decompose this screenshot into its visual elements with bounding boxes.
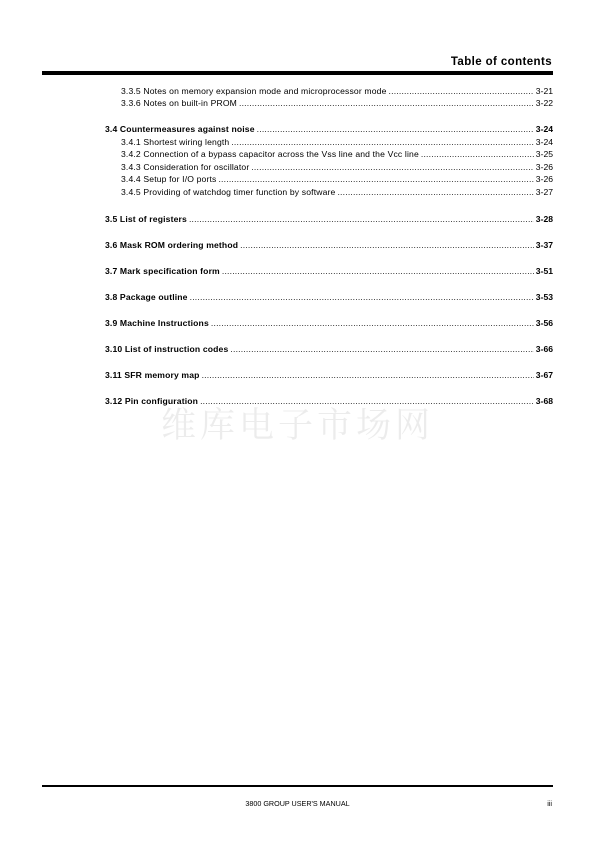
toc-entry-page: 3-24 xyxy=(535,124,553,134)
toc-entry-3-4-4[interactable] xyxy=(121,174,553,185)
toc-entry-page: 3-66 xyxy=(535,344,553,354)
dot-leader xyxy=(337,187,533,198)
toc-entry-3-5[interactable] xyxy=(105,214,553,225)
dot-leader xyxy=(211,318,534,329)
toc-entry-3-8[interactable] xyxy=(105,292,553,303)
dot-leader xyxy=(389,86,534,97)
dot-leader xyxy=(202,370,534,381)
footer-rule xyxy=(42,785,553,787)
footer-page-number: iii xyxy=(547,799,552,808)
toc-entry-3-7[interactable] xyxy=(105,266,553,277)
toc-entry-title: 3.4.5 Providing of watchdog timer function by software xyxy=(121,187,336,197)
toc-entry-page: 3-68 xyxy=(535,396,553,406)
toc-entry-page: 3-24 xyxy=(535,137,553,147)
toc-entry-3-10[interactable] xyxy=(105,344,553,355)
toc-entry-title: 3.9 Machine Instructions xyxy=(105,318,209,328)
toc-entry-page: 3-25 xyxy=(535,149,553,159)
toc-entry-page: 3-28 xyxy=(535,214,553,224)
toc-entry-title: 3.12 Pin configuration xyxy=(105,396,199,406)
toc-entry-title: 3.3.5 Notes on memory expansion mode and microprocessor mode xyxy=(121,86,387,96)
dot-leader xyxy=(257,124,534,135)
toc-entry-title: 3.4.3 Consideration for oscillator xyxy=(121,162,250,172)
dot-leader xyxy=(189,214,534,225)
toc-entry-3-4-5[interactable] xyxy=(121,187,553,198)
footer-manual-title: 3800 GROUP USER'S MANUAL xyxy=(245,799,350,808)
toc-entry-title: 3.8 Package outline xyxy=(105,292,188,302)
toc-entry-title: 3.7 Mark specification form xyxy=(105,266,220,276)
dot-leader xyxy=(231,137,533,148)
dot-leader xyxy=(240,240,534,251)
toc-entry-page: 3-56 xyxy=(535,318,553,328)
toc-entry-page: 3-53 xyxy=(535,292,553,302)
toc-entry-page: 3-26 xyxy=(535,162,553,172)
dot-leader xyxy=(222,266,534,277)
toc-entry-3-11[interactable] xyxy=(105,370,553,381)
toc-entry-page: 3-37 xyxy=(535,240,553,250)
toc-entry-3-4-3[interactable] xyxy=(121,162,553,173)
dot-leader xyxy=(190,292,534,303)
toc-entry-title: 3.6 Mask ROM ordering method xyxy=(105,240,239,250)
toc-entry-title: 3.4 Countermeasures against noise xyxy=(105,124,255,134)
toc-entry-page: 3-27 xyxy=(535,187,553,197)
toc-entry-title: 3.4.1 Shortest wiring length xyxy=(121,137,230,147)
toc-entry-title: 3.11 SFR memory map xyxy=(105,370,200,380)
toc-entry-3-3-5[interactable] xyxy=(121,86,553,97)
toc-entry-3-4[interactable] xyxy=(105,124,553,135)
toc-entry-title: 3.10 List of instruction codes xyxy=(105,344,229,354)
toc-entry-title: 3.4.2 Connection of a bypass capacitor across the Vss line and the Vcc line xyxy=(121,149,419,159)
dot-leader xyxy=(421,149,534,160)
toc-entry-title: 3.5 List of registers xyxy=(105,214,187,224)
toc-entry-3-4-1[interactable] xyxy=(121,137,553,148)
toc-entry-3-4-2[interactable] xyxy=(121,149,553,160)
toc-entry-page: 3-67 xyxy=(535,370,553,380)
toc-entry-title: 3.3.6 Notes on built-in PROM xyxy=(121,98,237,108)
page-header-title: Table of contents xyxy=(450,56,552,68)
toc-entry-page: 3-51 xyxy=(535,266,553,276)
dot-leader xyxy=(218,174,533,185)
dot-leader xyxy=(239,98,534,109)
toc-entry-page: 3-21 xyxy=(535,86,553,96)
toc-entry-3-6[interactable] xyxy=(105,240,553,251)
toc-entry-page: 3-22 xyxy=(535,98,553,108)
dot-leader xyxy=(230,344,533,355)
toc-entry-page: 3-26 xyxy=(535,174,553,184)
toc-entry-3-9[interactable] xyxy=(105,318,553,329)
dot-leader xyxy=(251,162,533,173)
toc-entry-title: 3.4.4 Setup for I/O ports xyxy=(121,174,217,184)
toc-entry-3-3-6[interactable] xyxy=(121,98,553,109)
watermark: 维库电子市场网 xyxy=(160,406,434,446)
